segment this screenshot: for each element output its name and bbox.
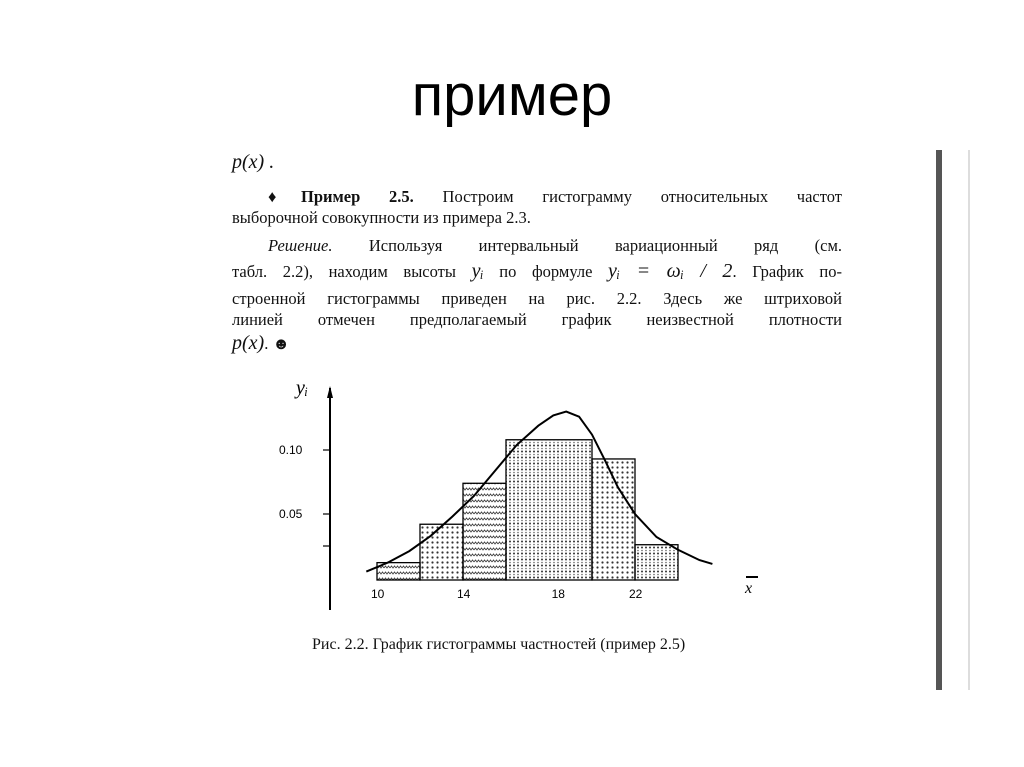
- histogram-bar: [463, 483, 506, 580]
- example-line-2: выборочной совокупности из примера 2.3.: [232, 208, 531, 227]
- slide-border-light: [968, 150, 970, 690]
- solution-line-3: строенной гистограммы приведен на рис. 2.2. Здесь же штриховой: [232, 289, 842, 308]
- y-tick-label: 0.10: [279, 443, 303, 457]
- solution-line-2: табл. 2.2), находим высоты yᵢ по формуле yᵢ = ωᵢ / 2. График по-: [232, 260, 842, 282]
- histogram-bar: [635, 545, 678, 580]
- solution-label: Решение.: [268, 236, 333, 255]
- histogram-bar: [420, 524, 463, 580]
- histogram-bar: [506, 440, 592, 580]
- top-fragment: p(x) .: [232, 151, 275, 173]
- y-tick-label: 0.05: [279, 507, 303, 521]
- example-label: ♦Пример 2.5.: [268, 187, 414, 206]
- solution-line-5: p(x). ☻: [232, 332, 290, 354]
- solution-line-4: линией отмечен предполагаемый график неизвестной плотности: [232, 310, 842, 329]
- x-axis-label: x: [745, 580, 753, 597]
- solution-line-1: Решение. Используя интервальный вариационный ряд (см.: [268, 236, 843, 255]
- x-tick-label: 18: [551, 587, 565, 601]
- y-axis-arrow-icon: [327, 386, 333, 398]
- figure-caption: Рис. 2.2. График гистограммы частностей (пример 2.5): [312, 636, 686, 653]
- slide-title: пример: [411, 63, 613, 128]
- example-line-1: ♦Пример 2.5. Построим гистограмму относительных частот: [268, 187, 842, 206]
- x-tick-label: 14: [457, 587, 471, 601]
- slide-border-dark: [936, 150, 942, 690]
- x-tick-label: 22: [629, 587, 643, 601]
- x-tick-label: 10: [371, 587, 385, 601]
- y-axis-label: yᵢ: [296, 377, 309, 399]
